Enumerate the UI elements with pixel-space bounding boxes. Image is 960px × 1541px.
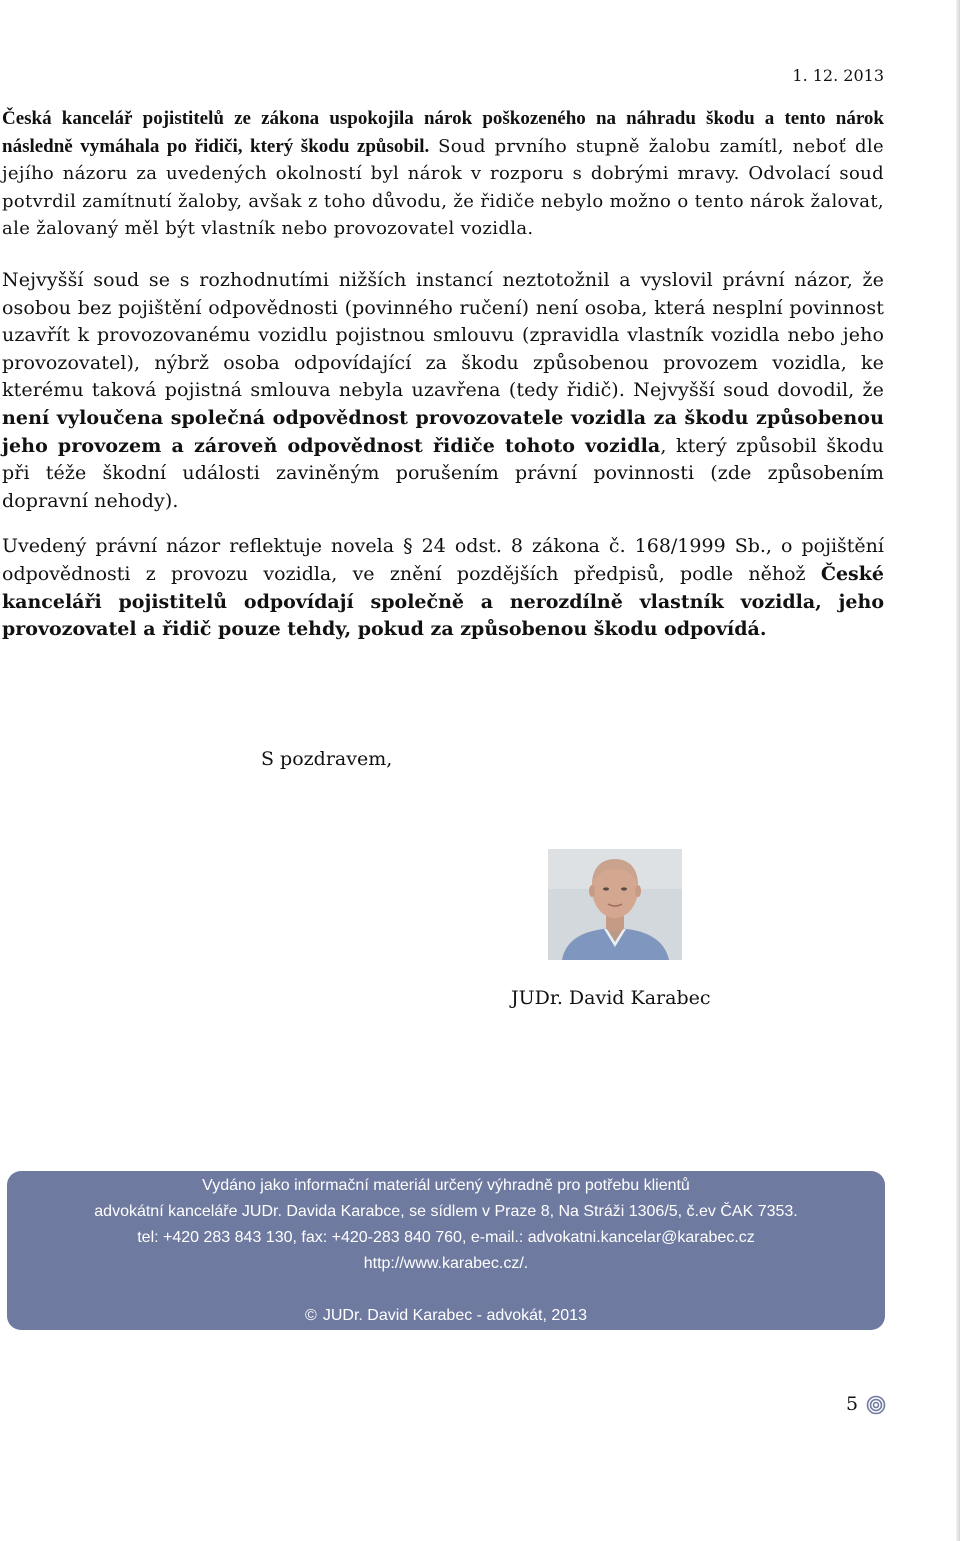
footer-line-3: tel: +420 283 843 130, fax: +420-283 840 760, e-mail.: advokatni.kancelar@karabec.cz [137, 1229, 755, 1246]
paragraph-3-text-start: Uvedený právní názor reflektuje novela § 24 odst. 8 zákona č. 168/1999 Sb. [2, 535, 766, 558]
author-portrait-image [548, 849, 682, 960]
page-number-text: 5 [846, 1393, 859, 1415]
paragraph-2-bold: není vyloučena společná odpovědnost provozovatele vozidla za škodu způsobenou jeho provozem a zároveň odpovědnost řidiče tohoto vozidla [2, 406, 884, 457]
paragraph-2-text-start: Nejvyšší soud se s rozhodnutími nižších instancí neztotožnil a vyslovil právní názor, že osobou bez pojištění odpovědnosti (povinného ručení) není osoba, která nesplní povinnost uzavřít k provozovanému vozidlu pojistnou smlouvu (zpravidla vlastník vozidla nebo jeho provozovatel), nýbrž osoba odpovídající za škodu způsobenou provozem vozidla, ke kterému taková pojistná smlouva nebyla uzavřena (tedy řidič). Nejvyšší soud dovodil, že [2, 268, 884, 402]
paragraph-3-text-mid: , o pojištění odpovědnosti z provozu vozidla, ve znění pozdějších předpisů, podle něhož [2, 535, 884, 585]
page-number [846, 1393, 886, 1415]
footer-copyright [7, 1307, 885, 1325]
document-body [2, 105, 884, 644]
target-circle-icon [866, 1395, 886, 1415]
paragraph-2-text-end: , který způsobil škodu při téže škodní události zaviněným porušením právní povinnosti (zde způsobením dopravní nehody). [2, 434, 884, 512]
paragraph-1-text: Soud prvního stupně žalobu zamítl, neboť dle jejího názoru za uvedených okolností byl nárok v rozporu s dobrými mravy. Odvolací soud potvrdil zamítnutí žaloby, avšak z toho důvodu, že řidiče nebylo možno o tento nárok žalovat, ale žalovaný měl být vlastník nebo provozovatel vozidla. [2, 135, 884, 240]
footer-info-box [7, 1171, 885, 1330]
closing-greeting: S pozdravem, [261, 748, 393, 770]
footer-line-2: advokátní kanceláře JUDr. Davida Karabce, se sídlem v Praze 8, Na Stráži 1306/5, č.ev ČAK 7353. [94, 1203, 798, 1220]
footer-line-1: Vydáno jako informační materiál určený výhradně pro potřebu klientů [202, 1177, 690, 1194]
paragraph-3-bold: České kanceláři pojistitelů odpovídají společně a nerozdílně vlastník vozidla, jeho provozovatel a řidič pouze tehdy, pokud za způsobenou škodu odpovídá. [2, 562, 884, 641]
paragraph-2 [2, 267, 884, 515]
paragraph-3 [2, 533, 884, 643]
author-photo [548, 849, 682, 960]
signature-name: JUDr. David Karabec [511, 987, 711, 1009]
paragraph-1 [2, 105, 884, 243]
footer-website: http://www.karabec.cz/. [363, 1255, 529, 1272]
paragraph-1-bold: Česká kancelář pojistitelů ze zákona uspokojila nárok poškozeného na náhradu škodu a tento nárok následně vymáhala po řidiči, který škodu způsobil. [2, 108, 884, 157]
document-date: 1. 12. 2013 [792, 66, 884, 85]
copyright-icon: © [305, 1307, 317, 1324]
footer-copyright-text: JUDr. David Karabec - advokát, 2013 [322, 1307, 587, 1324]
page-edge-shadow [956, 0, 960, 1541]
